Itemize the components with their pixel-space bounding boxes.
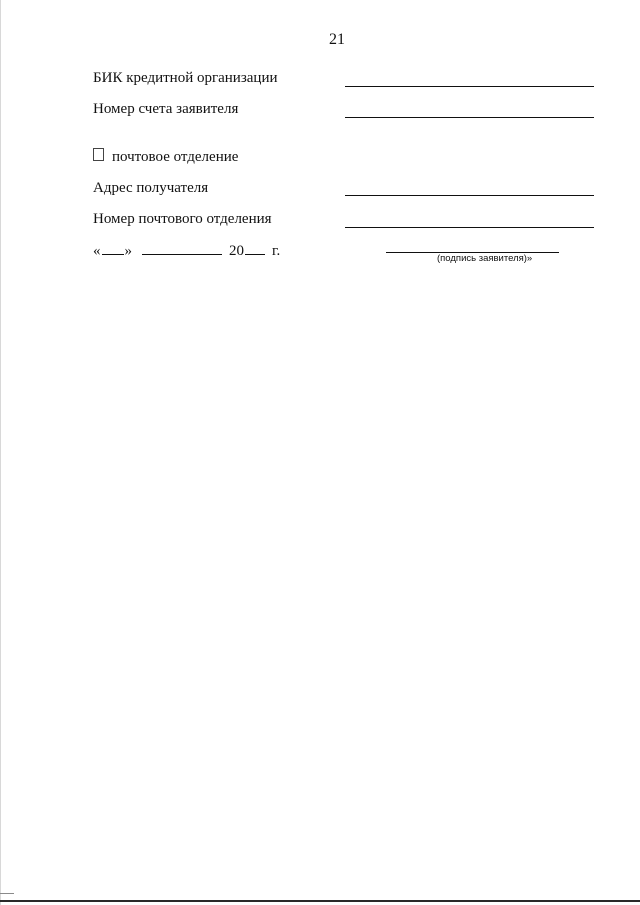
postal-office-option[interactable] <box>93 149 238 166</box>
date-close-quote: » <box>124 243 132 259</box>
postal-office-label: почтовое отделение <box>112 149 239 165</box>
page-bottom-edge <box>0 900 640 902</box>
recipient-address-label: Адрес получателя <box>93 180 209 196</box>
postal-office-checkbox[interactable] <box>93 148 104 161</box>
post-office-number-label: Номер почтового отделения <box>93 211 272 227</box>
day-blank[interactable] <box>102 241 124 255</box>
account-number-label: Номер счета заявителя <box>93 101 239 117</box>
date-line <box>93 241 280 260</box>
bik-label: БИК кредитной организации <box>93 70 278 86</box>
page-left-edge <box>0 0 1 905</box>
page-number: 21 <box>329 31 345 48</box>
year-blank[interactable] <box>245 241 265 255</box>
month-blank[interactable] <box>142 241 222 255</box>
bik-input-line[interactable] <box>345 86 594 87</box>
year-suffix: г. <box>272 243 281 259</box>
year-prefix: 20 <box>229 243 244 259</box>
recipient-address-input-line[interactable] <box>345 195 594 196</box>
date-open-quote: « <box>93 243 101 259</box>
signature-caption: (подпись заявителя)» <box>437 253 533 264</box>
scan-mark <box>0 893 14 894</box>
post-office-number-input-line[interactable] <box>345 227 594 228</box>
account-number-input-line[interactable] <box>345 117 594 118</box>
